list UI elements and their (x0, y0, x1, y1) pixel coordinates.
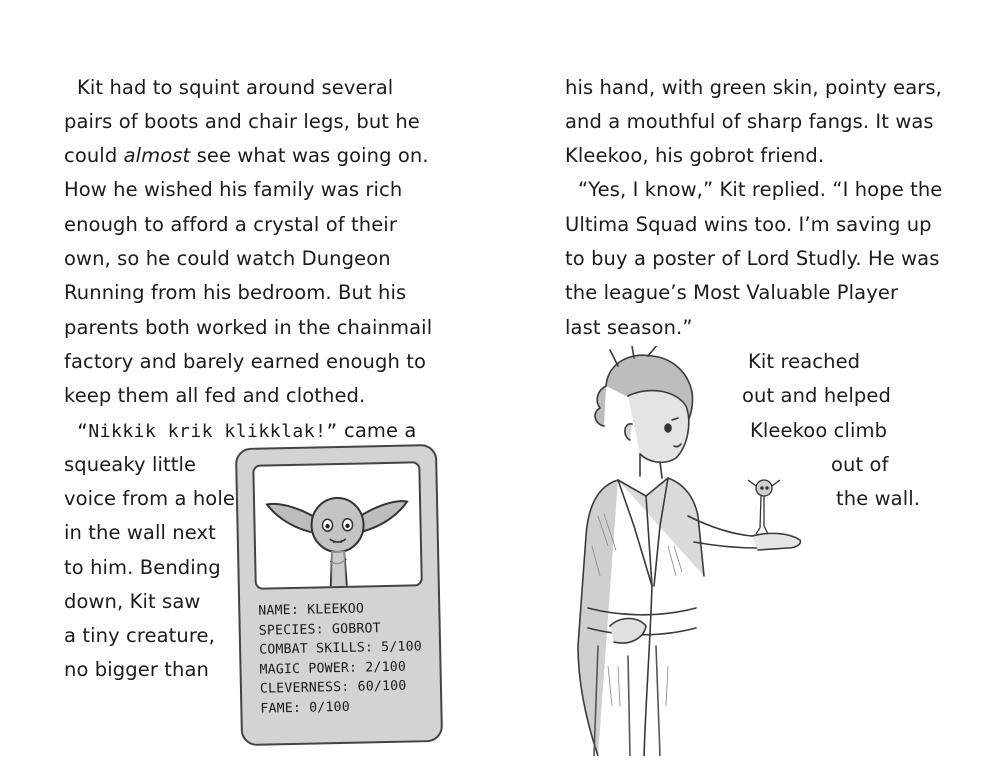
text-line: a tiny creature, (64, 624, 215, 647)
text-line: to him. Bending (64, 556, 221, 579)
text-line: “Yes, I know,” Kit replied. “I hope the (578, 178, 943, 201)
text-line: Kit reached (748, 350, 861, 373)
stat-cleverness: CLEVERNESS: 60/100 (259, 678, 407, 697)
text-line: could almost see what was going on. (64, 144, 429, 167)
card-stats (258, 598, 438, 719)
text-line: parents both worked in the chainmail (64, 316, 433, 339)
text-line: How he wished his family was rich (64, 178, 403, 201)
creature-speech: “Nikkik krik klikklak!” (77, 421, 338, 442)
kleekoo-figure-icon (748, 480, 780, 534)
text-line: keep them all fed and clothed. (64, 384, 366, 407)
text-line: “Nikkik krik klikklak!” came a (77, 419, 417, 442)
text-line: Running from his bedroom. But his (64, 281, 407, 304)
text-line: out of (831, 453, 889, 476)
text-line: the wall. (836, 487, 921, 510)
stat-name: NAME: KLEEKOO (258, 601, 365, 619)
text-line: last season.” (565, 316, 693, 339)
text-line: Kleekoo climb (750, 419, 888, 442)
stat-combat-skills: COMBAT SKILLS: 5/100 (258, 639, 423, 658)
text-line: pairs of boots and chair legs, but he (64, 110, 420, 133)
kit-illustration (548, 346, 808, 756)
text-line: his hand, with green skin, pointy ears, (565, 76, 942, 99)
emphasis-word: almost (123, 144, 191, 167)
text-line: down, Kit saw (64, 590, 201, 613)
text-line: and a mouthful of sharp fangs. It was (565, 110, 934, 133)
text-line: Kleekoo, his gobrot friend. (565, 144, 825, 167)
text-line: out and helped (742, 384, 891, 407)
stat-fame: FAME: 0/100 (260, 699, 351, 717)
text-line: voice from a hole (64, 487, 235, 510)
text-line: in the wall next (64, 521, 216, 544)
stat-magic-power: MAGIC POWER: 2/100 (259, 659, 407, 678)
card-portrait (252, 461, 423, 589)
stat-species: SPECIES: GOBROT (258, 620, 381, 639)
text-line: enough to afford a crystal of their (64, 213, 397, 236)
text-line: squeaky little (64, 453, 197, 476)
text-line: no bigger than (64, 658, 209, 681)
text-line: Ultima Squad wins too. I’m saving up (565, 213, 932, 236)
gobrot-portrait-icon (254, 463, 420, 587)
text-line: to buy a poster of Lord Studly. He was (565, 247, 940, 270)
text-line: the league’s Most Valuable Player (565, 281, 899, 304)
text-line: Kit had to squint around several (77, 76, 394, 99)
text-line: factory and barely earned enough to (64, 350, 427, 373)
text-line: own, so he could watch Dungeon (64, 247, 391, 270)
character-card (235, 444, 443, 746)
